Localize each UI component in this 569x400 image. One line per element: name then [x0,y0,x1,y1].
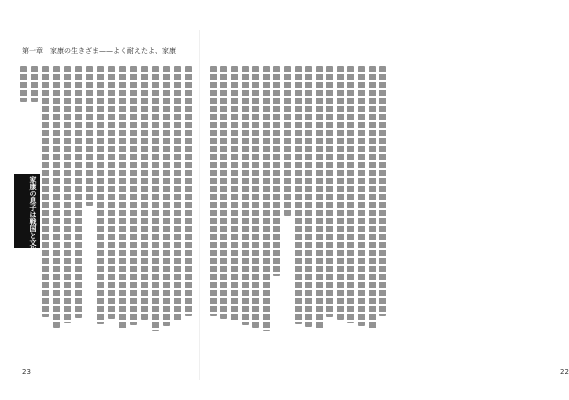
text-column [42,66,49,317]
text-column [53,66,60,328]
text-column [210,66,217,316]
body-text-columns [18,66,194,332]
text-column [231,66,238,322]
text-column [284,66,291,216]
right-page [200,0,569,400]
text-column [152,66,159,331]
text-column [64,66,71,323]
text-column [326,66,333,317]
text-column [86,66,93,206]
text-column [305,66,312,327]
text-column [273,66,280,276]
text-column [108,66,115,319]
text-column [242,66,249,325]
body-text-columns [208,66,388,332]
text-column [130,66,137,325]
text-column [252,66,259,328]
page-number: 23 [22,368,31,376]
text-column [347,66,354,323]
text-column [316,66,323,330]
text-column [141,66,148,320]
section-heading: 家康の息子は戦国と文化 [29,176,37,253]
text-column [295,66,302,324]
text-column [337,66,344,320]
text-column [185,66,192,316]
text-column [174,66,181,321]
text-column [75,66,82,318]
text-column [163,66,170,326]
text-column [119,66,126,330]
text-column [220,66,227,319]
text-column [20,66,27,102]
text-column [97,66,104,324]
text-column [379,66,386,316]
text-column [369,66,376,329]
left-page [0,0,200,400]
text-column [358,66,365,326]
text-column [31,66,38,102]
running-head: 第一章 家康の生きざま——よく耐えたよ、家康 [22,47,176,55]
page-number: 22 [560,368,569,376]
text-column [263,66,270,331]
